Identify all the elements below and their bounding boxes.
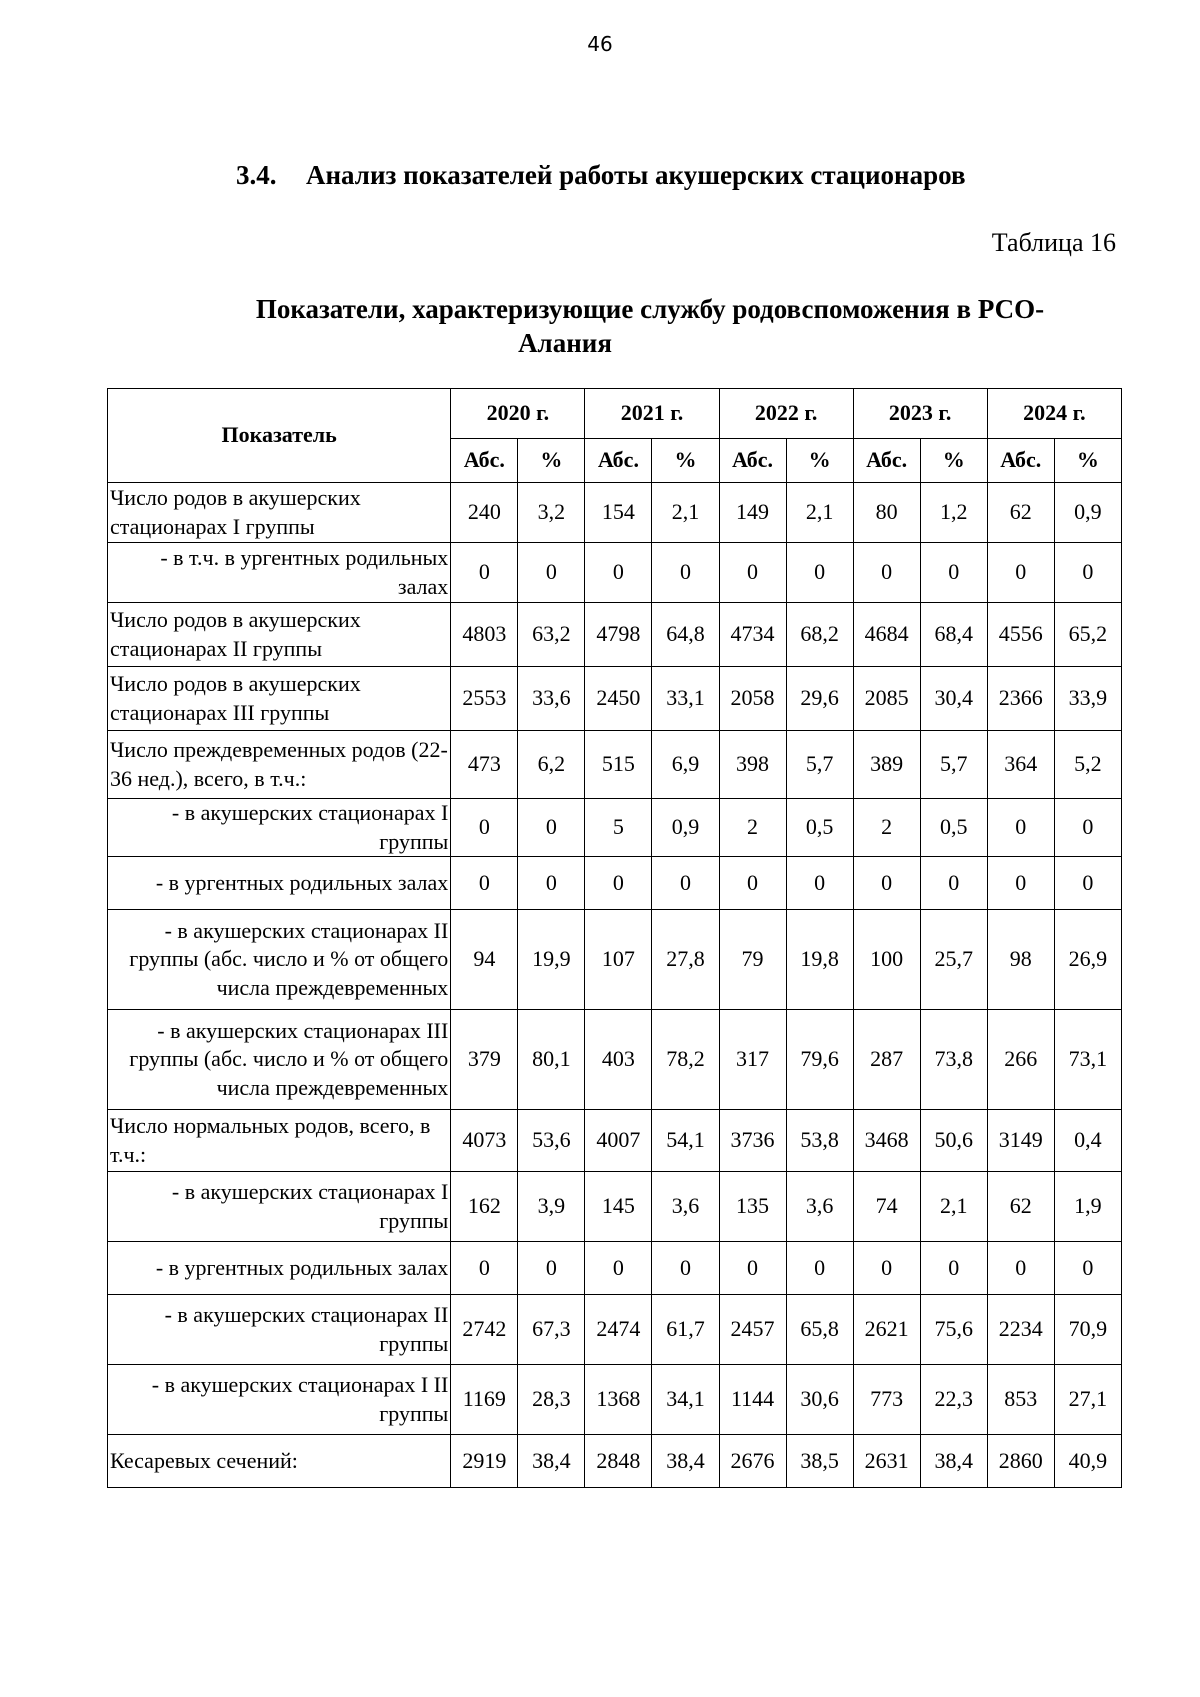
cell-percent: 0 bbox=[652, 543, 719, 603]
cell-abs: 2919 bbox=[451, 1435, 518, 1488]
cell-abs: 773 bbox=[853, 1365, 920, 1435]
cell-abs: 0 bbox=[853, 857, 920, 910]
cell-percent: 73,1 bbox=[1054, 1010, 1121, 1110]
cell-abs: 4007 bbox=[585, 1110, 652, 1172]
cell-percent: 38,4 bbox=[920, 1435, 987, 1488]
cell-percent: 78,2 bbox=[652, 1010, 719, 1110]
cell-percent: 0 bbox=[920, 857, 987, 910]
table-row bbox=[108, 667, 1122, 731]
row-label: - в ургентных родильных залах bbox=[108, 1242, 451, 1295]
cell-abs: 4556 bbox=[987, 603, 1054, 667]
cell-abs: 3149 bbox=[987, 1110, 1054, 1172]
cell-abs: 2058 bbox=[719, 667, 786, 731]
row-label: Число родов в акушерских стационарах I группы bbox=[108, 483, 451, 543]
table-row bbox=[108, 731, 1122, 799]
cell-percent: 33,1 bbox=[652, 667, 719, 731]
subheader-percent: % bbox=[786, 439, 853, 483]
cell-abs: 2 bbox=[719, 799, 786, 857]
cell-abs: 2 bbox=[853, 799, 920, 857]
cell-percent: 27,1 bbox=[1054, 1365, 1121, 1435]
table-number: Таблица 16 bbox=[991, 228, 1116, 257]
table-row bbox=[108, 483, 1122, 543]
cell-percent: 3,6 bbox=[652, 1172, 719, 1242]
cell-percent: 1,2 bbox=[920, 483, 987, 543]
table-row bbox=[108, 1010, 1122, 1110]
subheader-abs: Абс. bbox=[451, 439, 518, 483]
table-row bbox=[108, 1110, 1122, 1172]
cell-abs: 2366 bbox=[987, 667, 1054, 731]
cell-abs: 364 bbox=[987, 731, 1054, 799]
cell-abs: 0 bbox=[719, 857, 786, 910]
cell-percent: 3,2 bbox=[518, 483, 585, 543]
table-row bbox=[108, 1435, 1122, 1488]
cell-abs: 0 bbox=[853, 1242, 920, 1295]
cell-percent: 61,7 bbox=[652, 1295, 719, 1365]
cell-abs: 4803 bbox=[451, 603, 518, 667]
cell-abs: 2234 bbox=[987, 1295, 1054, 1365]
cell-percent: 0 bbox=[920, 1242, 987, 1295]
cell-abs: 0 bbox=[451, 799, 518, 857]
table-row bbox=[108, 857, 1122, 910]
cell-percent: 67,3 bbox=[518, 1295, 585, 1365]
cell-percent: 34,1 bbox=[652, 1365, 719, 1435]
cell-abs: 2860 bbox=[987, 1435, 1054, 1488]
cell-percent: 0 bbox=[518, 799, 585, 857]
row-label: - в акушерских стационарах I II группы bbox=[108, 1365, 451, 1435]
year-header: 2022 г. bbox=[719, 389, 853, 439]
cell-percent: 53,6 bbox=[518, 1110, 585, 1172]
subheader-percent: % bbox=[518, 439, 585, 483]
cell-percent: 19,8 bbox=[786, 910, 853, 1010]
cell-abs: 74 bbox=[853, 1172, 920, 1242]
cell-percent: 30,4 bbox=[920, 667, 987, 731]
row-label: Число родов в акушерских стационарах III группы bbox=[108, 667, 451, 731]
cell-percent: 27,8 bbox=[652, 910, 719, 1010]
section-heading bbox=[236, 160, 966, 191]
cell-abs: 149 bbox=[719, 483, 786, 543]
year-header: 2024 г. bbox=[987, 389, 1121, 439]
cell-abs: 398 bbox=[719, 731, 786, 799]
row-label: Кесаревых сечений: bbox=[108, 1435, 451, 1488]
cell-percent: 3,6 bbox=[786, 1172, 853, 1242]
table-row bbox=[108, 1242, 1122, 1295]
table-body bbox=[108, 483, 1122, 1488]
cell-percent: 28,3 bbox=[518, 1365, 585, 1435]
cell-percent: 0,4 bbox=[1054, 1110, 1121, 1172]
cell-abs: 154 bbox=[585, 483, 652, 543]
cell-percent: 0,9 bbox=[652, 799, 719, 857]
cell-percent: 64,8 bbox=[652, 603, 719, 667]
table-row bbox=[108, 1365, 1122, 1435]
cell-percent: 0 bbox=[652, 1242, 719, 1295]
cell-abs: 240 bbox=[451, 483, 518, 543]
cell-abs: 0 bbox=[987, 543, 1054, 603]
indicators-table bbox=[107, 388, 1122, 1488]
cell-abs: 0 bbox=[719, 1242, 786, 1295]
cell-percent: 0,5 bbox=[920, 799, 987, 857]
table-row bbox=[108, 799, 1122, 857]
cell-percent: 68,4 bbox=[920, 603, 987, 667]
cell-abs: 379 bbox=[451, 1010, 518, 1110]
cell-percent: 0 bbox=[518, 543, 585, 603]
row-label: Число нормальных родов, всего, в т.ч.: bbox=[108, 1110, 451, 1172]
subheader-abs: Абс. bbox=[585, 439, 652, 483]
subheader-percent: % bbox=[1054, 439, 1121, 483]
cell-percent: 38,5 bbox=[786, 1435, 853, 1488]
cell-percent: 54,1 bbox=[652, 1110, 719, 1172]
row-label: - в акушерских стационарах II группы (абс. число и % от общего числа преждевременных bbox=[108, 910, 451, 1010]
cell-abs: 107 bbox=[585, 910, 652, 1010]
cell-percent: 65,8 bbox=[786, 1295, 853, 1365]
cell-abs: 135 bbox=[719, 1172, 786, 1242]
row-label: Число родов в акушерских стационарах II группы bbox=[108, 603, 451, 667]
cell-abs: 1368 bbox=[585, 1365, 652, 1435]
cell-abs: 0 bbox=[585, 1242, 652, 1295]
cell-abs: 2676 bbox=[719, 1435, 786, 1488]
cell-percent: 0 bbox=[786, 857, 853, 910]
cell-abs: 0 bbox=[719, 543, 786, 603]
cell-abs: 4734 bbox=[719, 603, 786, 667]
cell-abs: 1169 bbox=[451, 1365, 518, 1435]
row-label: - в т.ч. в ургентных родильных залах bbox=[108, 543, 451, 603]
cell-percent: 2,1 bbox=[786, 483, 853, 543]
cell-abs: 0 bbox=[987, 857, 1054, 910]
cell-abs: 266 bbox=[987, 1010, 1054, 1110]
cell-abs: 4684 bbox=[853, 603, 920, 667]
table-row bbox=[108, 1295, 1122, 1365]
table-row bbox=[108, 1172, 1122, 1242]
table-row bbox=[108, 603, 1122, 667]
cell-percent: 33,6 bbox=[518, 667, 585, 731]
cell-percent: 0,9 bbox=[1054, 483, 1121, 543]
section-number: 3.4. bbox=[236, 160, 277, 190]
row-label: - в акушерских стационарах I группы bbox=[108, 1172, 451, 1242]
cell-percent: 0 bbox=[786, 543, 853, 603]
cell-percent: 0 bbox=[786, 1242, 853, 1295]
cell-percent: 53,8 bbox=[786, 1110, 853, 1172]
year-header: 2020 г. bbox=[451, 389, 585, 439]
cell-percent: 2,1 bbox=[652, 483, 719, 543]
cell-percent: 0,5 bbox=[786, 799, 853, 857]
cell-abs: 145 bbox=[585, 1172, 652, 1242]
cell-abs: 79 bbox=[719, 910, 786, 1010]
cell-abs: 2450 bbox=[585, 667, 652, 731]
cell-percent: 1,9 bbox=[1054, 1172, 1121, 1242]
cell-abs: 515 bbox=[585, 731, 652, 799]
table-row bbox=[108, 543, 1122, 603]
cell-abs: 317 bbox=[719, 1010, 786, 1110]
cell-percent: 73,8 bbox=[920, 1010, 987, 1110]
page-number: 46 bbox=[587, 32, 613, 56]
cell-percent: 0 bbox=[1054, 857, 1121, 910]
cell-percent: 6,2 bbox=[518, 731, 585, 799]
cell-percent: 25,7 bbox=[920, 910, 987, 1010]
cell-percent: 0 bbox=[1054, 799, 1121, 857]
row-label: - в ургентных родильных залах bbox=[108, 857, 451, 910]
cell-abs: 100 bbox=[853, 910, 920, 1010]
cell-abs: 0 bbox=[451, 1242, 518, 1295]
cell-abs: 389 bbox=[853, 731, 920, 799]
cell-percent: 0 bbox=[920, 543, 987, 603]
cell-abs: 2848 bbox=[585, 1435, 652, 1488]
cell-abs: 0 bbox=[585, 543, 652, 603]
cell-abs: 3468 bbox=[853, 1110, 920, 1172]
cell-percent: 38,4 bbox=[652, 1435, 719, 1488]
cell-abs: 0 bbox=[853, 543, 920, 603]
cell-percent: 0 bbox=[518, 857, 585, 910]
cell-percent: 5,7 bbox=[920, 731, 987, 799]
subheader-percent: % bbox=[652, 439, 719, 483]
cell-percent: 50,6 bbox=[920, 1110, 987, 1172]
cell-percent: 5,7 bbox=[786, 731, 853, 799]
cell-abs: 2474 bbox=[585, 1295, 652, 1365]
cell-percent: 19,9 bbox=[518, 910, 585, 1010]
cell-abs: 4798 bbox=[585, 603, 652, 667]
section-title: Анализ показателей работы акушерских стационаров bbox=[306, 160, 966, 190]
year-header-row bbox=[108, 389, 1122, 439]
cell-abs: 2457 bbox=[719, 1295, 786, 1365]
cell-percent: 40,9 bbox=[1054, 1435, 1121, 1488]
subheader-abs: Абс. bbox=[719, 439, 786, 483]
cell-abs: 2085 bbox=[853, 667, 920, 731]
table-title-line2: Алания bbox=[518, 328, 612, 359]
subheader-abs: Абс. bbox=[853, 439, 920, 483]
cell-abs: 0 bbox=[585, 857, 652, 910]
cell-abs: 2553 bbox=[451, 667, 518, 731]
cell-percent: 0 bbox=[652, 857, 719, 910]
cell-percent: 70,9 bbox=[1054, 1295, 1121, 1365]
year-header: 2021 г. bbox=[585, 389, 719, 439]
cell-percent: 0 bbox=[1054, 1242, 1121, 1295]
year-header: 2023 г. bbox=[853, 389, 987, 439]
subheader-abs: Абс. bbox=[987, 439, 1054, 483]
indicator-header: Показатель bbox=[108, 389, 451, 483]
cell-percent: 68,2 bbox=[786, 603, 853, 667]
cell-percent: 3,9 bbox=[518, 1172, 585, 1242]
cell-abs: 98 bbox=[987, 910, 1054, 1010]
cell-percent: 80,1 bbox=[518, 1010, 585, 1110]
cell-percent: 65,2 bbox=[1054, 603, 1121, 667]
row-label: Число преждевременных родов (22-36 нед.), всего, в т.ч.: bbox=[108, 731, 451, 799]
cell-abs: 5 bbox=[585, 799, 652, 857]
cell-abs: 403 bbox=[585, 1010, 652, 1110]
cell-percent: 5,2 bbox=[1054, 731, 1121, 799]
cell-percent: 30,6 bbox=[786, 1365, 853, 1435]
cell-abs: 94 bbox=[451, 910, 518, 1010]
row-label: - в акушерских стационарах II группы bbox=[108, 1295, 451, 1365]
cell-abs: 2631 bbox=[853, 1435, 920, 1488]
cell-abs: 4073 bbox=[451, 1110, 518, 1172]
table-title-line1: Показатели, характеризующие службу родовспоможения в РСО- bbox=[255, 294, 1045, 324]
cell-abs: 2621 bbox=[853, 1295, 920, 1365]
cell-percent: 63,2 bbox=[518, 603, 585, 667]
cell-percent: 79,6 bbox=[786, 1010, 853, 1110]
cell-abs: 0 bbox=[987, 799, 1054, 857]
cell-percent: 29,6 bbox=[786, 667, 853, 731]
cell-abs: 473 bbox=[451, 731, 518, 799]
cell-abs: 1144 bbox=[719, 1365, 786, 1435]
subheader-percent: % bbox=[920, 439, 987, 483]
cell-percent: 22,3 bbox=[920, 1365, 987, 1435]
cell-percent: 38,4 bbox=[518, 1435, 585, 1488]
cell-abs: 2742 bbox=[451, 1295, 518, 1365]
table-row bbox=[108, 910, 1122, 1010]
cell-abs: 853 bbox=[987, 1365, 1054, 1435]
row-label: - в акушерских стационарах I группы bbox=[108, 799, 451, 857]
cell-percent: 33,9 bbox=[1054, 667, 1121, 731]
cell-percent: 2,1 bbox=[920, 1172, 987, 1242]
cell-abs: 3736 bbox=[719, 1110, 786, 1172]
cell-percent: 26,9 bbox=[1054, 910, 1121, 1010]
cell-abs: 287 bbox=[853, 1010, 920, 1110]
cell-percent: 6,9 bbox=[652, 731, 719, 799]
cell-abs: 80 bbox=[853, 483, 920, 543]
cell-abs: 0 bbox=[451, 543, 518, 603]
cell-abs: 0 bbox=[987, 1242, 1054, 1295]
cell-percent: 0 bbox=[1054, 543, 1121, 603]
table-title bbox=[220, 292, 1080, 361]
cell-abs: 0 bbox=[451, 857, 518, 910]
cell-abs: 62 bbox=[987, 483, 1054, 543]
cell-percent: 0 bbox=[518, 1242, 585, 1295]
cell-abs: 162 bbox=[451, 1172, 518, 1242]
cell-percent: 75,6 bbox=[920, 1295, 987, 1365]
row-label: - в акушерских стационарах III группы (абс. число и % от общего числа преждевременных bbox=[108, 1010, 451, 1110]
cell-abs: 62 bbox=[987, 1172, 1054, 1242]
